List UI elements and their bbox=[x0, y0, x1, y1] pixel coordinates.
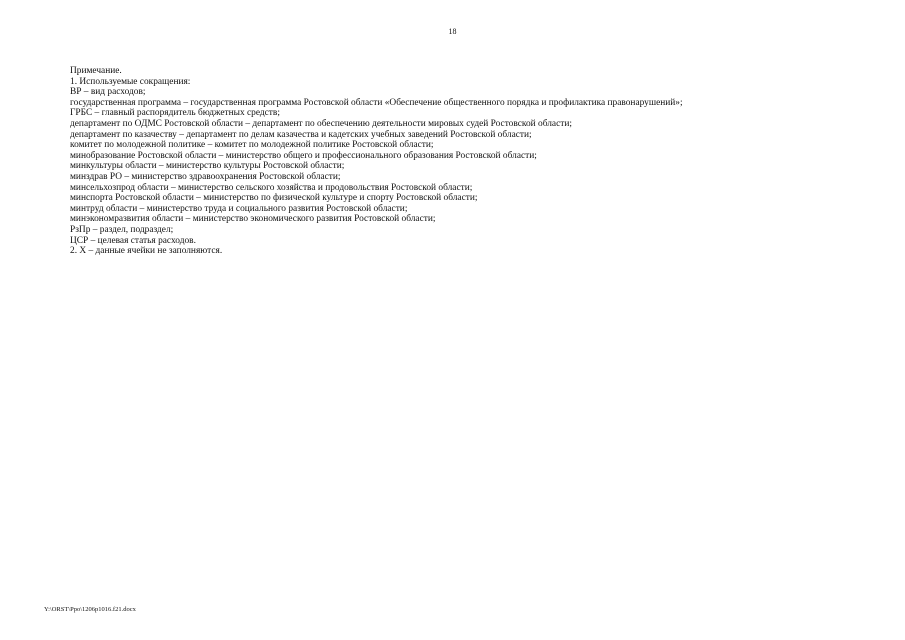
notes-section bbox=[70, 66, 870, 257]
abbreviation-item: ЦСР – целевая статья расходов. bbox=[70, 235, 196, 246]
abbreviation-item: комитет по молодежной политике – комитет по молодежной политике Ростовской области; bbox=[70, 140, 434, 151]
abbreviation-item: минспорта Ростовской области – министерство по физической культуре и спорту Ростовской области; bbox=[70, 193, 478, 204]
abbreviation-item: минкультуры области – министерство культуры Ростовской области; bbox=[70, 161, 345, 172]
page-number: 18 bbox=[448, 27, 457, 36]
note-item-empty-cells: 2. Х – данные ячейки не заполняются. bbox=[70, 246, 223, 257]
abbreviations-heading: 1. Используемые сокращения: bbox=[70, 76, 191, 87]
abbreviation-item: минобразование Ростовской области – министерство общего и профессионального образования Ростовской области; bbox=[70, 150, 537, 161]
abbreviation-item: департамент по казачеству – департамент по делам казачества и кадетских учебных заведений Ростовской области; bbox=[70, 129, 532, 140]
abbreviation-item: минсельхозпрод области – министерство сельского хозяйства и продовольствия Ростовской области; bbox=[70, 182, 473, 193]
abbreviation-item: ВР – вид расходов; bbox=[70, 87, 146, 98]
abbreviation-item: минтруд области – министерство труда и социального развития Ростовской области; bbox=[70, 203, 408, 214]
abbreviation-item: департамент по ОДМС Ростовской области – департамент по обеспечению деятельности мировых судей Ростовской области; bbox=[70, 118, 572, 129]
abbreviation-item: минэкономразвития области – министерство экономического развития Ростовской области; bbox=[70, 214, 436, 225]
note-heading: Примечание. bbox=[70, 66, 122, 76]
abbreviation-item: минздрав РО – министерство здравоохранения Ростовской области; bbox=[70, 171, 341, 182]
abbreviation-item: ГРБС – главный распорядитель бюджетных средств; bbox=[70, 108, 280, 119]
footer-file-path: Y:\ORST\Ppo\1206p1016.f21.docx bbox=[44, 606, 136, 613]
abbreviation-item: РзПр – раздел, подраздел; bbox=[70, 224, 174, 235]
abbreviation-item: государственная программа – государственная программа Ростовской области «Обеспечение общественного порядка и профилактика правонарушений»; bbox=[70, 97, 683, 108]
